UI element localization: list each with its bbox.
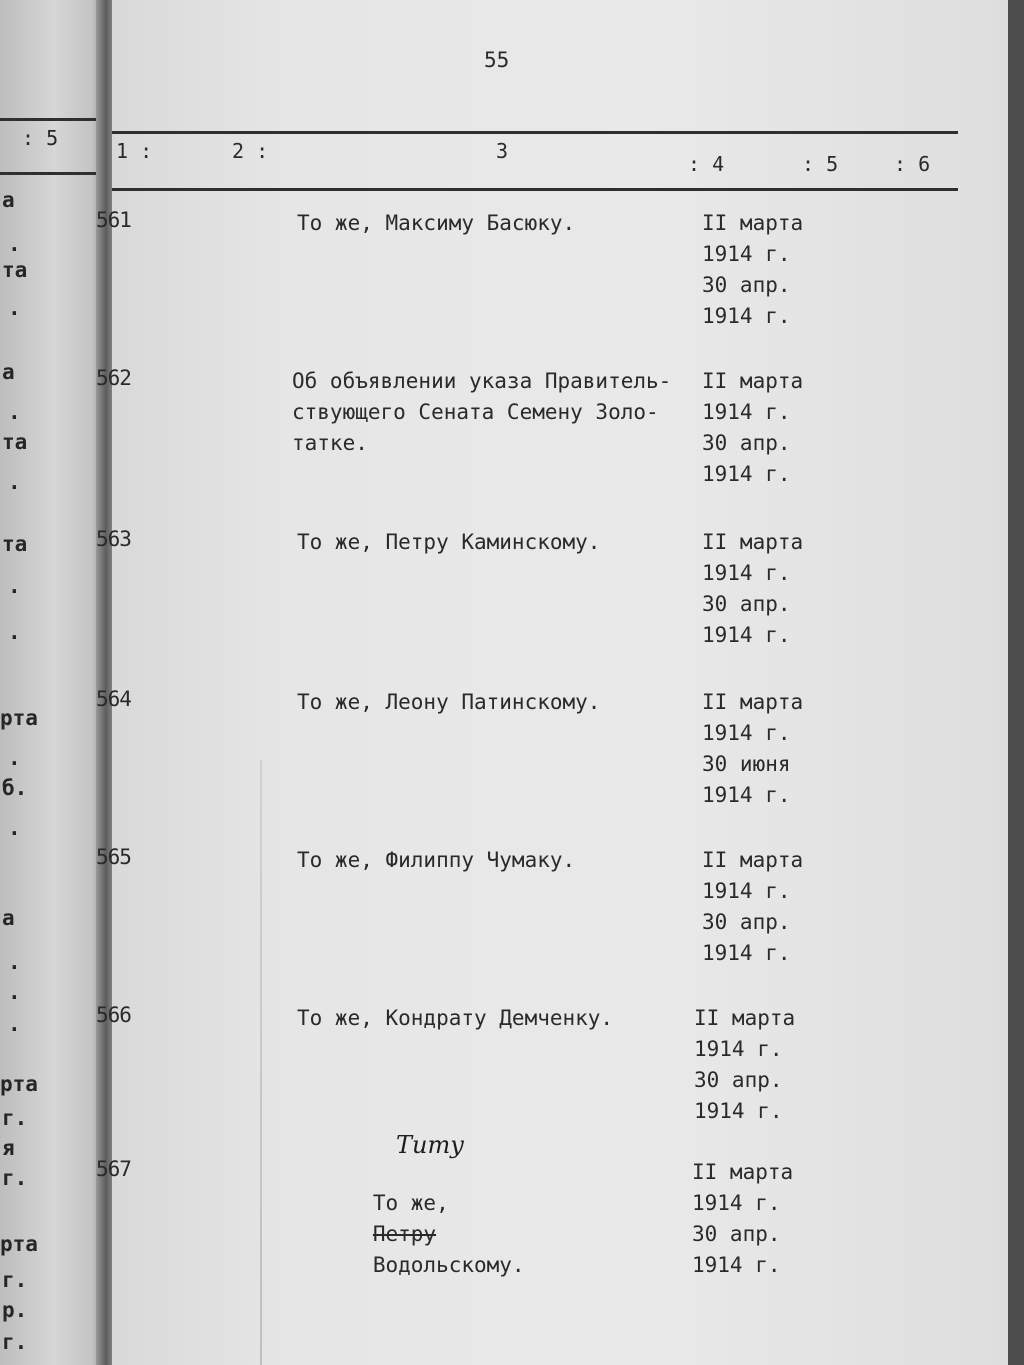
left-page-fragment: та [2,258,28,282]
entry-number: 567 [96,1157,131,1181]
date-start: II марта [702,369,804,393]
entry-dates [702,527,803,651]
left-page-fragment: та [2,532,28,556]
entry-title: Об объявлении указа Правитель- ствующего Сената Семену Золо- татке. [292,369,672,455]
entry-number: 562 [96,366,131,390]
entry-title: То же, Леону Патинскому. [297,690,601,714]
date-start-year: 1914 г. [702,721,791,745]
left-header-col: : 5 [22,126,59,150]
left-page-fragment: . [8,620,21,644]
date-end: 30 апр. [702,910,791,934]
table-row [96,1131,1008,1307]
date-end-year: 1914 г. [702,941,791,965]
left-page-fragment: . [8,950,21,974]
left-page-fragment: . [8,400,21,424]
header-col-2: 2 : [232,139,269,163]
entry-title: То же, Петру Каминскому. [297,530,601,554]
entry-dates [694,1003,795,1127]
left-page-fragment: . [8,470,21,494]
entry-title-prefix: То же, [372,1191,449,1215]
left-page-fragment: а [2,360,15,384]
date-end-year: 1914 г. [702,462,791,486]
date-start: II марта [702,848,804,872]
struck-name: Петру [372,1222,437,1246]
entry-title-suffix: Водольскому. [372,1253,525,1277]
table-row [96,687,1008,837]
left-page-fragment: я [2,1136,15,1160]
table-row [96,1003,1008,1153]
left-page-fragment: . [8,746,21,770]
document-page [96,0,1008,1365]
left-page-fragment: . [8,980,21,1004]
left-page-fragment: . [8,816,21,840]
date-start-year: 1914 г. [702,879,791,903]
date-start-year: 1914 г. [702,561,791,585]
page-number: 55 [484,48,510,72]
left-page-fragment: р. [2,1298,28,1322]
left-bottom-rule [0,172,100,175]
table-row [96,208,1008,358]
left-page-fragment: . [8,574,21,598]
left-page-fragment: . [8,1012,21,1036]
left-page [0,0,108,1365]
date-start: II марта [694,1006,796,1030]
entry-title [297,1157,697,1312]
table-row [96,366,1008,516]
date-end: 30 апр. [702,273,791,297]
table-row [96,845,1008,995]
header-col-4: : 4 [688,152,725,176]
entry-number: 566 [96,1003,131,1027]
header-col-6: : 6 [894,152,931,176]
left-page-fragment: та [2,430,28,454]
left-top-rule [0,118,100,121]
entry-number: 563 [96,527,131,551]
date-start: II марта [702,690,804,714]
left-page-fragment: . [8,296,21,320]
date-start-year: 1914 г. [702,400,791,424]
entry-number: 564 [96,687,131,711]
header-bottom-rule [112,188,958,191]
left-page-fragment: г. [2,1106,28,1130]
date-start: II марта [702,530,804,554]
date-start: II марта [702,211,804,235]
date-end-year: 1914 г. [692,1253,781,1277]
entry-title: То же, Кондрату Демченку. [297,1006,614,1030]
page-edge-shadow [1008,0,1024,1365]
left-page-fragment: а [2,906,15,930]
table-row [96,527,1008,677]
entry-dates [702,366,803,490]
left-page-fragment: г. [2,1268,28,1292]
left-page-fragment: рта [0,706,38,730]
date-start-year: 1914 г. [692,1191,781,1215]
left-page-fragment: г. [2,1166,28,1190]
left-page-fragment: б. [2,776,28,800]
date-start: II марта [692,1160,794,1184]
left-page-fragment: рта [0,1232,38,1256]
header-col-5: : 5 [802,152,839,176]
date-end: 30 апр. [702,431,791,455]
left-page-fragment: . [8,232,21,256]
entry-number: 565 [96,845,131,869]
entry-dates [702,687,803,811]
date-end-year: 1914 г. [694,1099,783,1123]
header-col-1: 1 : [116,139,153,163]
date-end-year: 1914 г. [702,783,791,807]
date-end: 30 апр. [692,1222,781,1246]
entry-title: То же, Максиму Басюку. [297,211,576,235]
date-end-year: 1914 г. [702,623,791,647]
date-end-year: 1914 г. [702,304,791,328]
left-page-fragment: г. [2,1330,28,1354]
date-start-year: 1914 г. [694,1037,783,1061]
entry-title: То же, Филиппу Чумаку. [297,848,576,872]
header-col-3: 3 [496,139,509,163]
date-end: 30 апр. [694,1068,783,1092]
left-page-fragment: а [2,188,15,212]
entry-dates [692,1157,793,1281]
entry-number: 561 [96,208,131,232]
handwritten-correction: Титу [396,1131,465,1159]
left-page-fragment: рта [0,1072,38,1096]
page-crease [260,760,262,1365]
header-top-rule [112,131,958,134]
date-end: 30 апр. [702,592,791,616]
entry-dates [702,845,803,969]
date-start-year: 1914 г. [702,242,791,266]
entry-dates [702,208,803,332]
date-end: 30 июня [702,752,791,776]
